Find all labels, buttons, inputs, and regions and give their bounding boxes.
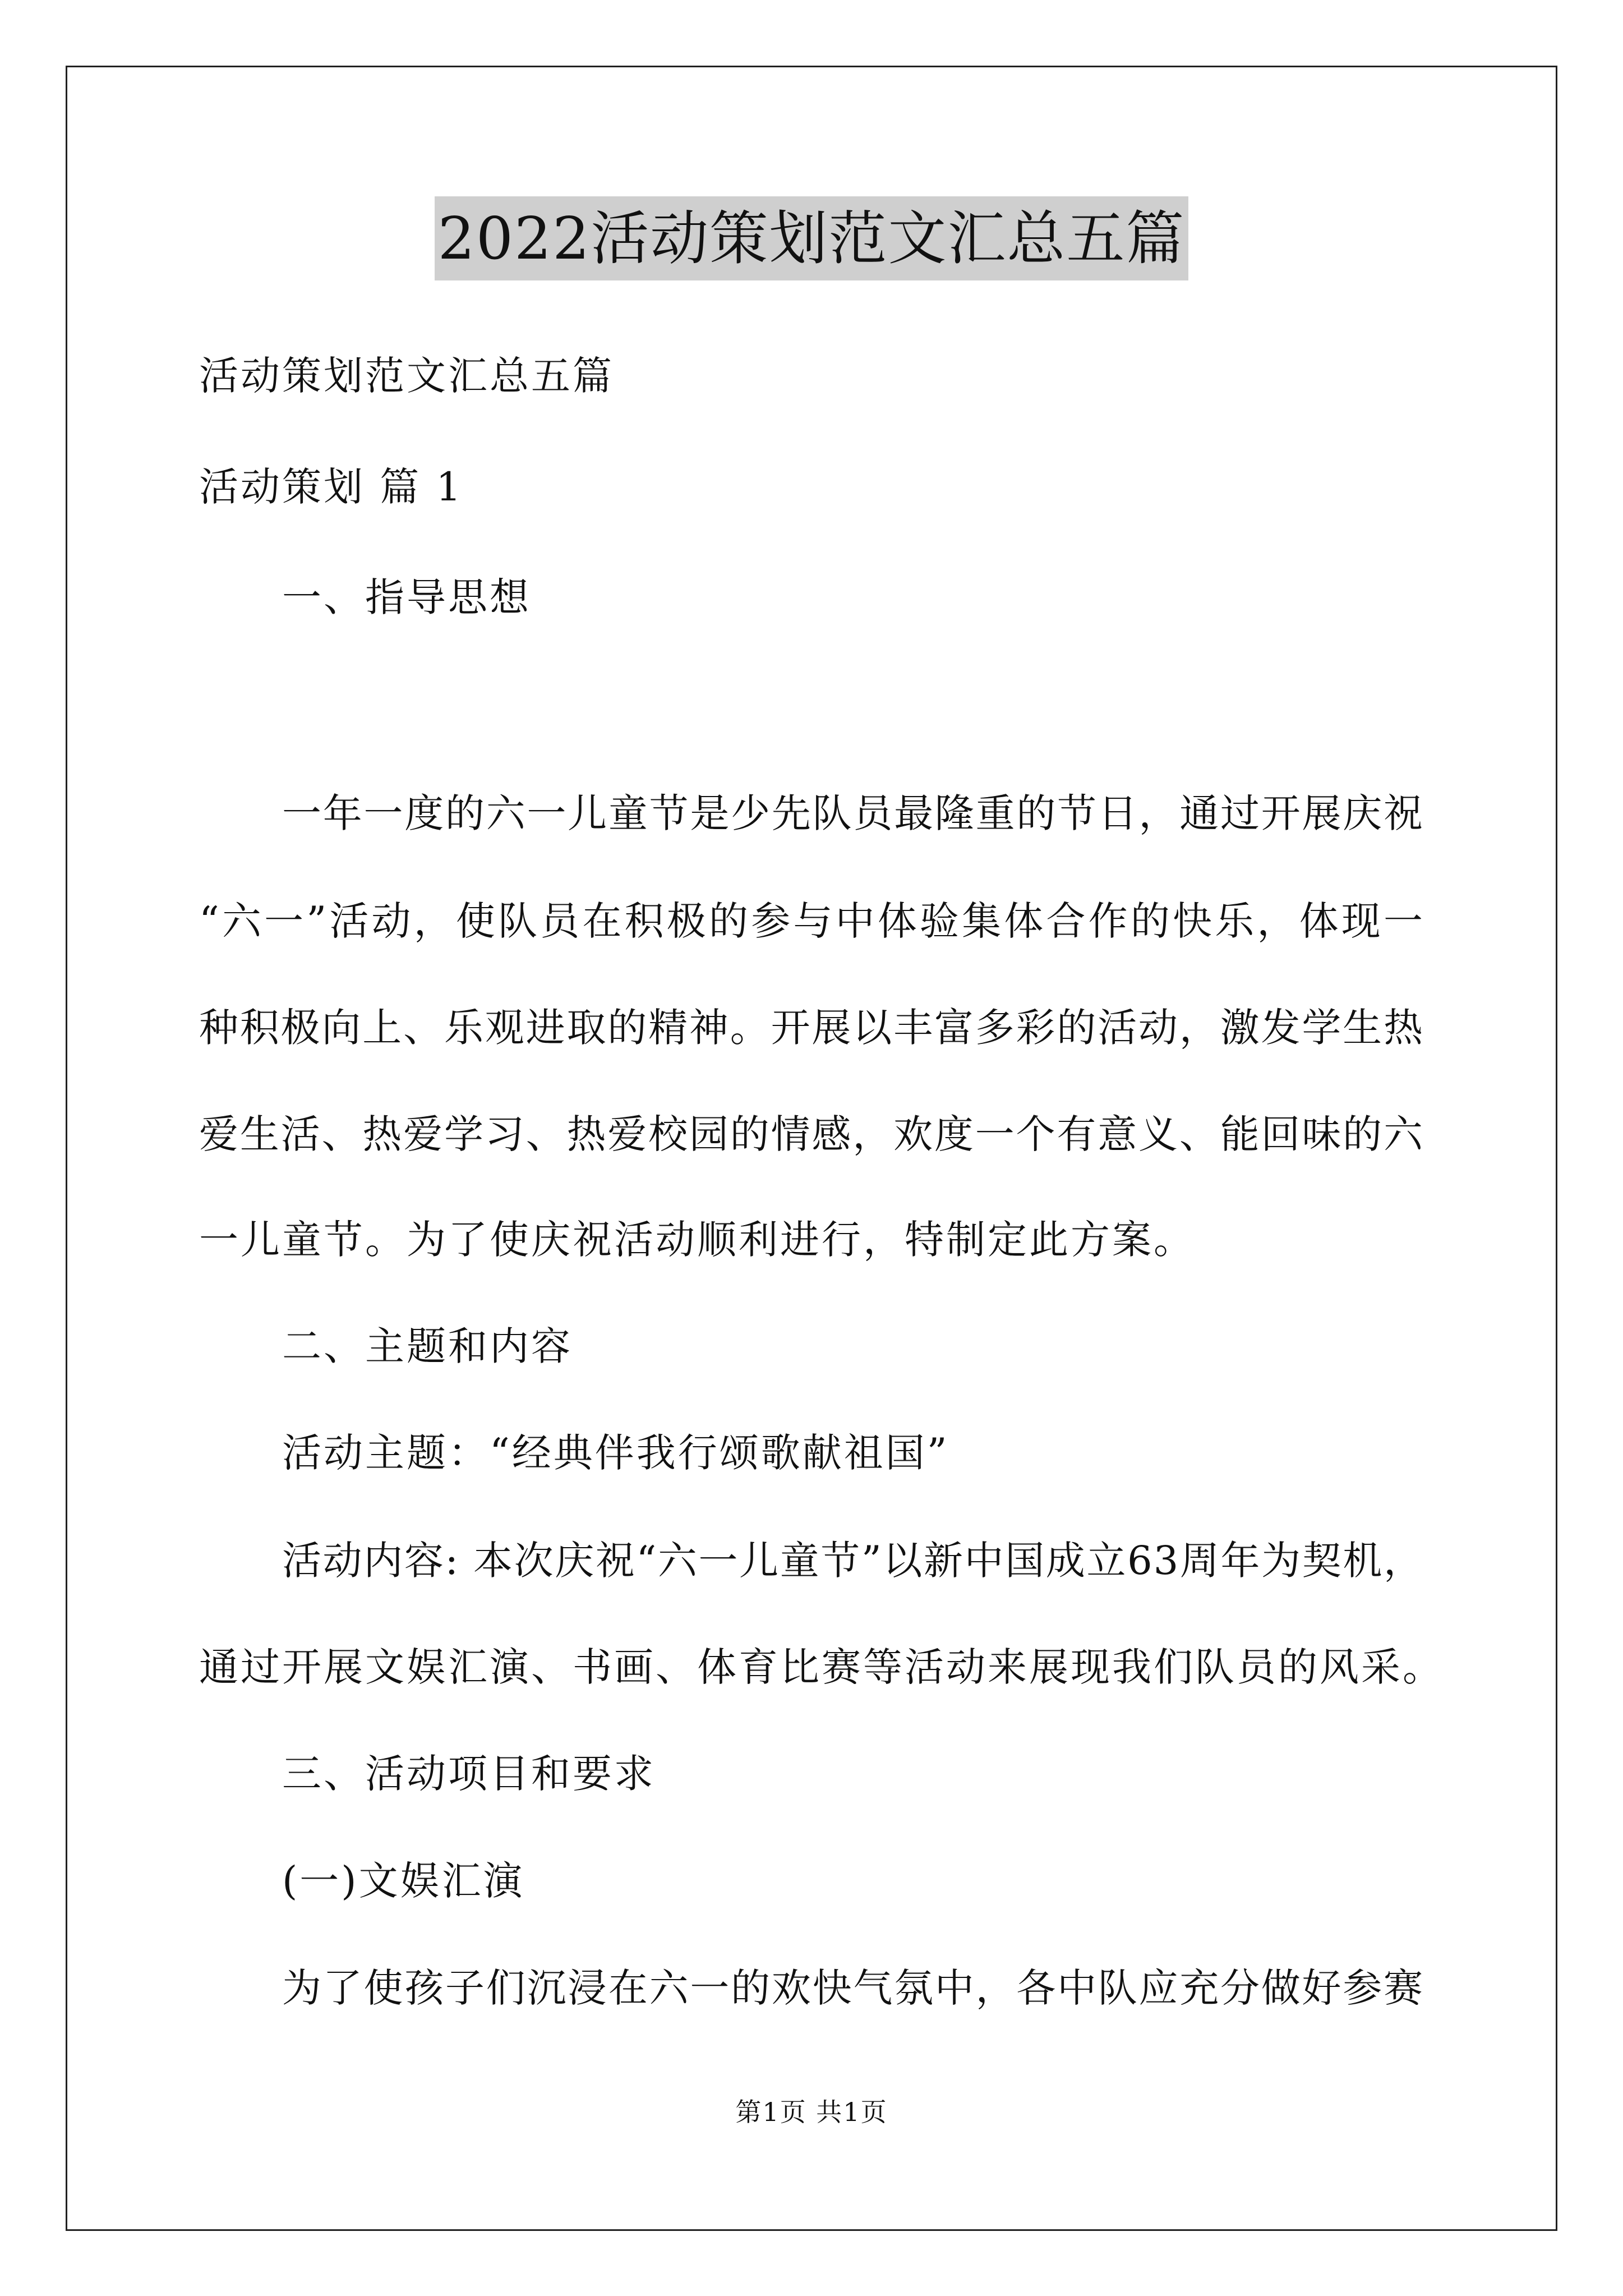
activity-theme: 活动主题：“经典伴我行颂歌献祖国” bbox=[282, 1430, 949, 1476]
section-label: 活动策划 篇 1 bbox=[199, 464, 464, 510]
paragraph-line-4: 爱生活、热爱学习、热爱校园的情感，欢度一个有意义、能回味的六 bbox=[199, 1111, 1424, 1157]
heading-guiding-ideology: 一、指导思想 bbox=[282, 574, 531, 620]
page-footer: 第1页 共1页 bbox=[735, 2097, 888, 2127]
paragraph-line-2: “六一”活动，使队员在积极的参与中体验集体合作的快乐，体现一 bbox=[199, 898, 1424, 944]
paragraph-line-3: 种积极向上、乐观进取的精神。开展以丰富多彩的活动，激发学生热 bbox=[199, 1005, 1424, 1051]
title-container bbox=[0, 196, 1623, 280]
paragraph-line-5: 一儿童节。为了使庆祝活动顺利进行，特制定此方案。 bbox=[199, 1217, 1195, 1263]
paragraph-line-1: 一年一度的六一儿童节是少先队员最隆重的节日，通过开展庆祝 bbox=[282, 790, 1424, 836]
document-title: 2022活动策划范文汇总五篇 bbox=[435, 196, 1189, 280]
document-subtitle: 活动策划范文汇总五篇 bbox=[199, 353, 614, 399]
sub-heading-performance: (一)文娱汇演 bbox=[282, 1858, 525, 1904]
heading-theme-content: 二、主题和内容 bbox=[282, 1323, 573, 1369]
activity-content-line-2: 通过开展文娱汇演、书画、体育比赛等活动来展现我们队员的风采。 bbox=[199, 1644, 1444, 1690]
activity-content-line-1: 活动内容: 本次庆祝“六一儿童节”以新中国成立63周年为契机， bbox=[282, 1538, 1424, 1584]
paragraph-2-line-1: 为了使孩子们沉浸在六一的欢快气氛中，各中队应充分做好参赛 bbox=[282, 1965, 1424, 2011]
heading-activity-items: 三、活动项目和要求 bbox=[282, 1751, 656, 1797]
